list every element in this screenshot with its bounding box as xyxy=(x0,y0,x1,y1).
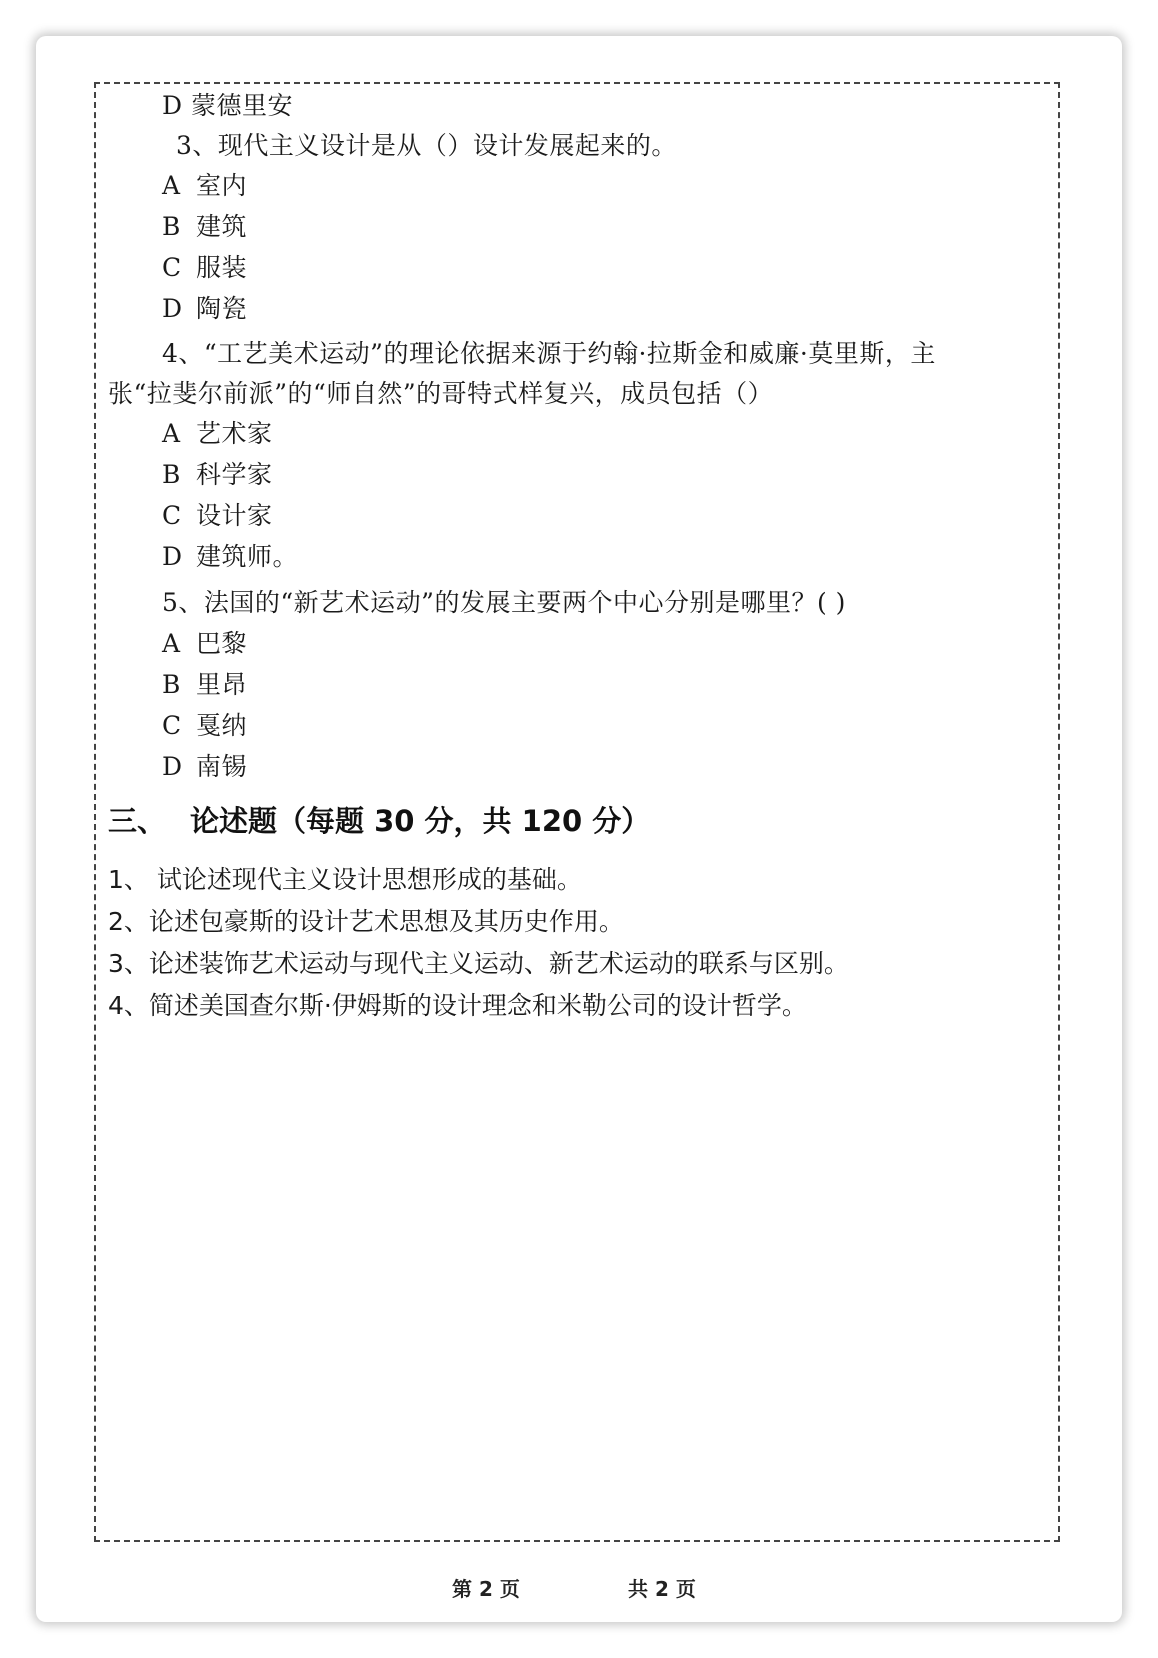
option-letter: A xyxy=(162,629,181,658)
q5-option-c xyxy=(162,710,247,742)
page-number-total: 共 2 页 xyxy=(628,1577,696,1601)
section3-title: 论述题（每题 30 分，共 120 分） xyxy=(190,804,651,838)
q3-option-d xyxy=(162,293,247,325)
option-text: 艺术家 xyxy=(196,419,273,448)
q4-option-a xyxy=(162,418,273,450)
section3-heading xyxy=(108,803,650,839)
option-text: 建筑师。 xyxy=(196,542,299,571)
option-text: 南锡 xyxy=(196,752,248,781)
section3-number: 三、 xyxy=(108,804,167,838)
option-letter: C xyxy=(162,501,182,530)
option-letter: D xyxy=(162,542,183,571)
q5-option-b xyxy=(162,669,247,701)
option-letter: C xyxy=(162,253,182,282)
option-letter: A xyxy=(162,171,181,200)
option-letter: B xyxy=(162,460,181,489)
q3-option-a xyxy=(162,170,247,202)
q3-option-c xyxy=(162,252,247,284)
q4-stem-line2: 张“拉斐尔前派”的“师自然”的哥特式样复兴，成员包括（） xyxy=(108,379,774,408)
essay-item-4: 4、简述美国查尔斯·伊姆斯的设计理念和米勒公司的设计哲学。 xyxy=(108,991,807,1020)
page-number-current: 第 2 页 xyxy=(452,1577,520,1601)
essay-item-2: 2、论述包豪斯的设计艺术思想及其历史作用。 xyxy=(108,907,624,936)
option-text: 科学家 xyxy=(196,460,273,489)
option-letter: D xyxy=(162,294,183,323)
option-text: 服装 xyxy=(196,253,248,282)
option-text: 里昂 xyxy=(196,670,248,699)
q4-option-d xyxy=(162,541,298,573)
q4-option-b xyxy=(162,459,273,491)
q4-stem-line1: 4、“工艺美术运动”的理论依据来源于约翰·拉斯金和威廉·莫里斯，主 xyxy=(162,339,936,368)
q5-option-a xyxy=(162,628,247,660)
option-text: 室内 xyxy=(196,171,248,200)
option-text: 设计家 xyxy=(196,501,273,530)
option-letter: A xyxy=(162,419,181,448)
option-letter: B xyxy=(162,670,181,699)
option-letter: C xyxy=(162,711,182,740)
option-text: 陶瓷 xyxy=(196,294,248,323)
option-letter: B xyxy=(162,212,181,241)
q5-option-d xyxy=(162,751,247,783)
q4-option-c xyxy=(162,500,273,532)
option-letter: D xyxy=(162,752,183,781)
option-text: 戛纳 xyxy=(196,711,248,740)
essay-item-1: 1、 试论述现代主义设计思想形成的基础。 xyxy=(108,865,582,894)
option-text: 建筑 xyxy=(196,212,248,241)
essay-item-3: 3、论述装饰艺术运动与现代主义运动、新艺术运动的联系与区别。 xyxy=(108,949,849,978)
option-text: 巴黎 xyxy=(196,629,248,658)
q3-option-b xyxy=(162,211,247,243)
q3-stem: 3、现代主义设计是从（）设计发展起来的。 xyxy=(176,131,677,160)
q5-stem: 5、法国的“新艺术运动”的发展主要两个中心分别是哪里？( ) xyxy=(162,588,846,617)
q2-option-d: D 蒙德里安 xyxy=(162,91,293,120)
